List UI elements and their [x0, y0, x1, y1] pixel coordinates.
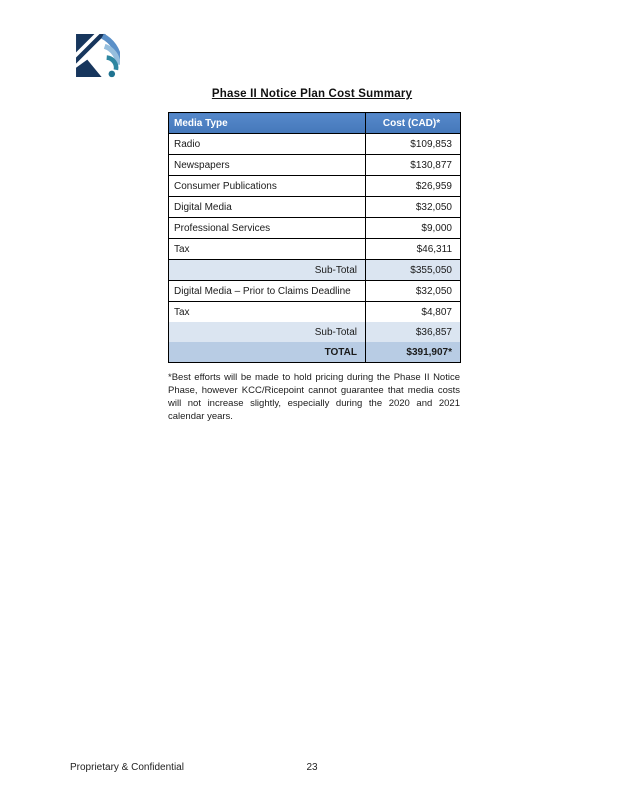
- table-row-consumer-publications: [169, 176, 461, 197]
- row-label: Digital Media: [169, 197, 366, 218]
- table-row-tax-2: [169, 302, 461, 323]
- row-label: Sub-Total: [169, 260, 366, 281]
- row-value: $9,000: [366, 218, 461, 239]
- row-value: $109,853: [366, 134, 461, 155]
- row-value: $32,050: [366, 281, 461, 302]
- row-value: $391,907*: [366, 342, 461, 363]
- table-row-radio: [169, 134, 461, 155]
- kcc-logo-icon: [75, 33, 120, 78]
- table-row-newspapers: [169, 155, 461, 176]
- row-value: $36,857: [366, 322, 461, 342]
- table-row-professional-services: [169, 218, 461, 239]
- row-value: $26,959: [366, 176, 461, 197]
- table-row-digital-media-prior: [169, 281, 461, 302]
- pricing-footnote: *Best efforts will be made to hold pricing during the Phase II Notice Phase, however KCC/Ricepoint cannot guarantee that media costs will not increase slightly, especially during the 2020 and 2021 calendar years.: [168, 372, 460, 422]
- footer-page-number: 23: [306, 762, 318, 773]
- row-label: Digital Media – Prior to Claims Deadline: [169, 281, 366, 302]
- row-value: $355,050: [366, 260, 461, 281]
- row-label: Radio: [169, 134, 366, 155]
- row-value: $4,807: [366, 302, 461, 323]
- row-value: $32,050: [366, 197, 461, 218]
- table-row-subtotal-2: [169, 322, 461, 342]
- row-label: Tax: [169, 302, 366, 323]
- table-header-row: [169, 113, 461, 134]
- row-label: Tax: [169, 239, 366, 260]
- row-value: $46,311: [366, 239, 461, 260]
- kcc-logo: [75, 33, 120, 78]
- row-label: Consumer Publications: [169, 176, 366, 197]
- row-label: Professional Services: [169, 218, 366, 239]
- row-label: Sub-Total: [169, 322, 366, 342]
- column-header-cost: Cost (CAD)*: [366, 113, 461, 134]
- row-label: Newspapers: [169, 155, 366, 176]
- page-title: Phase II Notice Plan Cost Summary: [211, 88, 413, 100]
- title-row: [0, 84, 624, 102]
- column-header-media-type: Media Type: [169, 113, 366, 134]
- row-value: $130,877: [366, 155, 461, 176]
- table-row-subtotal-1: [169, 260, 461, 281]
- row-label: TOTAL: [169, 342, 366, 363]
- table-row-tax-1: [169, 239, 461, 260]
- cost-summary-table: [168, 112, 461, 363]
- table-row-digital-media: [169, 197, 461, 218]
- table-row-total: [169, 342, 461, 363]
- footer-confidential-label: Proprietary & Confidential: [70, 762, 184, 773]
